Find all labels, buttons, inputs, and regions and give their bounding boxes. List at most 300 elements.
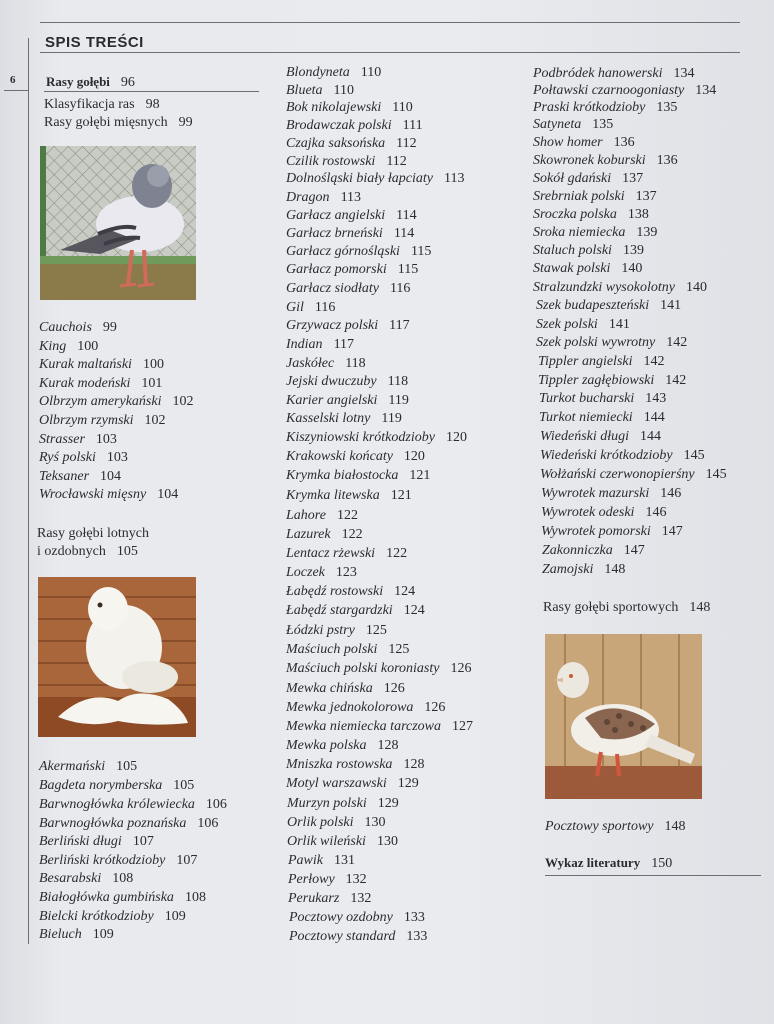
entry-title: Turkot niemiecki [539, 410, 633, 425]
entry-page: 141 [660, 298, 682, 313]
toc-entry[interactable] [39, 833, 154, 851]
entry-title: Wołżański czerwonopierśny [540, 467, 695, 482]
entry-page: 100 [77, 339, 99, 354]
entry-page: 144 [643, 410, 665, 425]
entry-title: Berliński długi [39, 834, 122, 849]
entry-page: 148 [664, 819, 686, 834]
toc-entry[interactable] [533, 224, 657, 242]
entry-title: Jaskółec [286, 356, 335, 371]
entry-title: Mewka polska [286, 738, 367, 753]
entry-title: Jejski dwuczuby [286, 374, 377, 389]
entry-page: 107 [132, 834, 154, 849]
toc-entry[interactable] [39, 852, 197, 870]
entry-title: Show homer [533, 135, 603, 150]
entry-title: Sroczka polska [533, 207, 617, 222]
toc-entry[interactable] [286, 545, 407, 563]
entry-page: 142 [666, 335, 688, 350]
entry-title: Klasyfikacja ras [44, 97, 135, 112]
toc-entry[interactable] [39, 486, 178, 504]
entry-page: 142 [643, 354, 665, 369]
entry-page: 110 [333, 83, 355, 98]
entry-page: 105 [116, 544, 138, 559]
toc-entry[interactable] [286, 189, 361, 207]
entry-title: Lentacz rżewski [286, 546, 376, 561]
entry-title: Praski krótkodzioby [533, 100, 646, 115]
toc-entry[interactable] [39, 468, 121, 486]
toc-entry[interactable] [289, 909, 425, 927]
toc-entry[interactable] [533, 152, 678, 170]
entry-page: 116 [389, 281, 411, 296]
entry-page: 118 [345, 356, 366, 371]
entry-page: 99 [102, 320, 117, 335]
toc-entry[interactable] [286, 602, 425, 620]
entry-title: Mewka jednokolorowa [286, 700, 414, 715]
entry-page: 122 [336, 508, 358, 523]
toc-entry[interactable] [540, 447, 705, 465]
toc-entry[interactable] [286, 756, 424, 774]
toc-entry[interactable] [540, 428, 661, 446]
entry-title: Łabędź stargardzki [286, 603, 393, 618]
entry-page: 137 [635, 189, 657, 204]
toc-entry[interactable] [39, 375, 162, 393]
entry-page: 129 [397, 776, 419, 791]
toc-entry[interactable] [539, 390, 666, 408]
toc-entry[interactable] [286, 410, 402, 428]
entry-title: Wywrotek odeski [541, 505, 635, 520]
entry-title: Rasy gołębi sportowych [543, 600, 679, 615]
entry-title: Strasser [39, 432, 85, 447]
entry-page: 133 [406, 929, 428, 944]
toc-entry[interactable] [533, 65, 694, 83]
entry-page: 129 [377, 796, 399, 811]
entry-title: Pocztowy standard [289, 929, 396, 944]
toc-entry[interactable] [286, 507, 358, 525]
entry-page: 121 [390, 488, 412, 503]
white-pigeon-photo [38, 577, 196, 737]
entry-page: 132 [350, 891, 372, 906]
entry-page: 128 [403, 757, 425, 772]
toc-entry[interactable] [533, 279, 707, 297]
page-title: SPIS TREŚCI [45, 34, 144, 51]
entry-title: Rasy gołębi [46, 74, 110, 89]
entry-page: 111 [402, 118, 423, 133]
entry-title: Murzyn polski [287, 796, 367, 811]
toc-entry[interactable] [286, 99, 413, 117]
entry-page: 136 [613, 135, 635, 150]
entry-page: 96 [120, 75, 135, 90]
toc-entry[interactable] [541, 485, 681, 503]
entry-page: 117 [333, 337, 355, 352]
entry-title: Bieluch [39, 927, 82, 942]
entry-title: Szek polski wywrotny [536, 335, 656, 350]
section-heading-rasy-golebi[interactable] [46, 73, 135, 92]
entry-title: Orlik wileński [287, 834, 366, 849]
entry-title: Wiedeński krótkodzioby [540, 448, 673, 463]
entry-title: Sokół gdański [533, 171, 612, 186]
toc-entry[interactable] [289, 928, 427, 946]
entry-page: 123 [335, 565, 357, 580]
entry-page: 125 [365, 623, 387, 638]
entry-page: 116 [314, 300, 336, 315]
entry-page: 146 [645, 505, 667, 520]
entry-title: Mewka chińska [286, 681, 373, 696]
entry-title: Połtawski czarnoogoniasty [533, 83, 685, 98]
entry-title: Indian [286, 337, 323, 352]
toc-entry[interactable] [39, 758, 137, 776]
entry-page: 109 [164, 909, 186, 924]
toc-entry[interactable] [39, 431, 117, 449]
toc-entry[interactable] [286, 82, 354, 100]
entry-page: 135 [656, 100, 678, 115]
entry-title: Kiszyniowski krótkodzioby [286, 430, 435, 445]
entry-title: Grzywacz polski [286, 318, 379, 333]
entry-title: Zamojski [542, 562, 594, 577]
entry-page: 147 [623, 543, 645, 558]
entry-title: Berliński krótkodzioby [39, 853, 166, 868]
entry-page: 102 [144, 413, 166, 428]
entry-page: 98 [145, 97, 160, 112]
entry-title: Wrocławski mięsny [39, 487, 147, 502]
entry-page: 148 [604, 562, 626, 577]
entry-page: 139 [622, 243, 644, 258]
entry-page: 118 [387, 374, 409, 389]
toc-entry[interactable] [39, 319, 117, 337]
toc-entry[interactable] [39, 412, 166, 430]
entry-page: 141 [608, 317, 630, 332]
entry-title: Łabędź rostowski [286, 584, 384, 599]
toc-entry[interactable] [287, 814, 386, 832]
toc-entry[interactable] [533, 206, 649, 224]
entry-title: Besarabski [39, 871, 102, 886]
toc-entry[interactable] [39, 449, 128, 467]
entry-page: 103 [106, 450, 128, 465]
entry-title: Kurak modeński [39, 376, 131, 391]
toc-entry[interactable] [286, 737, 398, 755]
toc-entry[interactable] [533, 260, 642, 278]
toc-entry[interactable] [39, 815, 218, 833]
entry-page: 140 [621, 261, 643, 276]
toc-entry[interactable] [286, 583, 415, 601]
entry-page: 127 [452, 719, 473, 734]
entry-page: 130 [364, 815, 386, 830]
entry-page: 139 [636, 225, 658, 240]
entry-title: Maściuch polski koroniasty [286, 661, 440, 676]
entry-page: 105 [116, 759, 138, 774]
toc-entry[interactable] [287, 833, 398, 851]
toc-entry[interactable] [545, 818, 686, 836]
entry-title: Orlik polski [287, 815, 354, 830]
toc-entry[interactable] [542, 561, 625, 579]
entry-title: Pocztowy sportowy [545, 819, 654, 834]
toc-entry[interactable] [286, 448, 425, 466]
entry-title: King [39, 339, 67, 354]
entry-title: Mniszka rostowska [286, 757, 393, 772]
entry-title: Sroka niemiecka [533, 225, 626, 240]
toc-entry[interactable] [39, 796, 227, 814]
entry-page: 104 [100, 469, 122, 484]
entry-page: 133 [403, 910, 425, 925]
toc-entry[interactable] [286, 153, 407, 171]
entry-title: Pocztowy ozdobny [289, 910, 393, 925]
entry-page: 146 [660, 486, 682, 501]
entry-title: Satyneta [533, 117, 582, 132]
section-heading-lotne[interactable] [37, 525, 149, 543]
entry-title: Barwnogłówka królewiecka [39, 797, 195, 812]
toc-entry[interactable] [39, 393, 193, 411]
entry-page: 135 [592, 117, 614, 132]
toc-entry[interactable] [286, 299, 335, 317]
entry-title: Krymka białostocka [286, 468, 399, 483]
entry-title: Wiedeński długi [540, 429, 630, 444]
entry-title: Bagdeta norymberska [39, 778, 163, 793]
toc-entry[interactable] [533, 99, 677, 117]
toc-entry[interactable] [540, 466, 727, 484]
toc-entry[interactable] [286, 355, 366, 373]
toc-entry[interactable] [44, 114, 193, 132]
entry-title: Lazurek [286, 527, 331, 542]
entry-title: Olbrzym amerykański [39, 394, 162, 409]
entry-title: Wywrotek mazurski [541, 486, 650, 501]
entry-title: Ryś polski [39, 450, 96, 465]
entry-title: Stawak polski [533, 261, 611, 276]
entry-page: 143 [645, 391, 667, 406]
entry-page: 132 [345, 872, 367, 887]
entry-title: Kasselski lotny [286, 411, 371, 426]
entry-title: Lahore [286, 508, 326, 523]
entry-title: Rasy gołębi mięsnych [44, 115, 168, 130]
entry-page: 107 [176, 853, 198, 868]
toc-entry[interactable] [539, 409, 665, 427]
entry-title: Garłacz angielski [286, 208, 386, 223]
entry-title: Loczek [286, 565, 325, 580]
entry-page: 128 [377, 738, 399, 753]
page-number: 6 [10, 74, 16, 86]
toc-entry[interactable] [39, 356, 164, 374]
toc-entry[interactable] [536, 297, 681, 315]
entry-page: 108 [184, 890, 206, 905]
entry-title: Wywrotek pomorski [541, 524, 651, 539]
toc-entry[interactable] [541, 504, 666, 522]
toc-entry[interactable] [286, 336, 354, 354]
toc-entry[interactable] [287, 795, 399, 813]
entry-title: Czajka saksońska [286, 136, 386, 151]
entry-page: 110 [392, 100, 413, 115]
header-rule-bottom [40, 52, 740, 53]
toc-entry[interactable] [533, 82, 716, 100]
entry-page: 131 [334, 853, 355, 868]
entry-title: Wykaz literatury [545, 855, 641, 870]
literature-entry[interactable] [545, 854, 672, 873]
entry-title: Białogłówka gumbińska [39, 890, 174, 905]
entry-title: Szek budapeszteński [536, 298, 650, 313]
entry-title: Podbródek hanowerski [533, 66, 663, 81]
toc-entry[interactable] [286, 526, 363, 544]
entry-title: Barwnogłówka poznańska [39, 816, 187, 831]
entry-page: 145 [705, 467, 727, 482]
toc-entry[interactable] [286, 699, 445, 717]
toc-entry[interactable] [44, 96, 160, 114]
entry-title: Krakowski końcaty [286, 449, 393, 464]
entry-title: Perukarz [288, 891, 340, 906]
entry-page: 134 [695, 83, 717, 98]
entry-title: Cauchois [39, 320, 92, 335]
section-rule [44, 91, 259, 92]
toc-entry[interactable] [286, 429, 467, 447]
entry-page: 119 [388, 393, 409, 408]
toc-entry[interactable] [538, 372, 686, 390]
entry-title: Maściuch polski [286, 642, 378, 657]
toc-entry[interactable] [39, 926, 114, 944]
toc-entry[interactable] [536, 334, 687, 352]
toc-entry[interactable] [286, 117, 423, 135]
entry-page: 148 [689, 600, 711, 615]
section-heading-lotne-line2[interactable] [37, 543, 138, 561]
toc-entry[interactable] [286, 775, 419, 793]
toc-entry[interactable] [286, 317, 410, 335]
entry-page: 126 [383, 681, 405, 696]
entry-page: 122 [386, 546, 408, 561]
entry-page: 99 [178, 115, 193, 130]
entry-title: Garłacz siodłaty [286, 281, 379, 296]
entry-page: 136 [656, 153, 678, 168]
entry-page: 140 [685, 280, 707, 295]
page-number-rule [4, 90, 28, 91]
toc-entry[interactable] [39, 777, 194, 795]
toc-entry[interactable] [286, 622, 387, 640]
entry-page: 124 [394, 584, 416, 599]
entry-title: Blondyneta [286, 65, 350, 80]
margin-rule [28, 38, 29, 944]
entry-title: Staluch polski [533, 243, 612, 258]
entry-page: 120 [445, 430, 467, 445]
toc-entry[interactable] [286, 660, 471, 678]
entry-page: 109 [92, 927, 114, 942]
entry-page: 125 [388, 642, 410, 657]
entry-page: 121 [409, 468, 431, 483]
toc-entry[interactable] [39, 870, 133, 888]
toc-entry[interactable] [286, 225, 414, 243]
section-heading-sportowe[interactable] [543, 599, 710, 617]
toc-entry[interactable] [533, 242, 644, 260]
entry-page: 122 [341, 527, 363, 542]
entry-page: 101 [141, 376, 163, 391]
toc-entry[interactable] [39, 889, 206, 907]
toc-entry[interactable] [286, 135, 417, 153]
entry-page: 106 [197, 816, 219, 831]
entry-title: Gil [286, 300, 304, 315]
entry-page: 117 [389, 318, 410, 333]
entry-title: Szek polski [536, 317, 598, 332]
toc-entry[interactable] [286, 243, 431, 261]
toc-entry[interactable] [533, 170, 643, 188]
entry-title: Turkot bucharski [539, 391, 635, 406]
entry-title: Perłowy [288, 872, 335, 887]
toc-entry[interactable] [533, 134, 635, 152]
toc-entry[interactable] [286, 564, 357, 582]
toc-entry[interactable] [288, 871, 367, 889]
entry-title: Rasy gołębi lotnych [37, 526, 149, 541]
toc-entry[interactable] [286, 641, 409, 659]
toc-entry[interactable] [542, 542, 645, 560]
entry-title: Motyl warszawski [286, 776, 387, 791]
entry-title: Brodawczak polski [286, 118, 392, 133]
entry-page: 114 [393, 226, 415, 241]
entry-title: Srebrniak polski [533, 189, 625, 204]
entry-page: 106 [205, 797, 227, 812]
toc-entry[interactable] [533, 188, 657, 206]
toc-entry[interactable] [288, 890, 371, 908]
entry-page: 134 [673, 66, 695, 81]
entry-page: 103 [95, 432, 117, 447]
entry-title: Dragon [286, 190, 330, 205]
toc-entry[interactable] [538, 353, 665, 371]
toc-entry[interactable] [286, 261, 418, 279]
toc-entry[interactable] [288, 852, 355, 870]
entry-title: Olbrzym rzymski [39, 413, 134, 428]
toc-entry[interactable] [286, 64, 381, 82]
toc-entry[interactable] [39, 338, 98, 356]
entry-page: 100 [142, 357, 164, 372]
entry-title: Blueta [286, 83, 323, 98]
entry-title: Czilik rostowski [286, 154, 376, 169]
entry-page: 113 [340, 190, 362, 205]
toc-entry[interactable] [541, 523, 683, 541]
entry-title: Skowronek koburski [533, 153, 646, 168]
entry-title: Tippler zagłębiowski [538, 373, 655, 388]
header-rule-top [40, 22, 740, 23]
entry-page: 137 [622, 171, 644, 186]
toc-entry[interactable] [286, 392, 409, 410]
entry-page: 130 [376, 834, 398, 849]
entry-title: Bielcki krótkodzioby [39, 909, 154, 924]
entry-page: 124 [403, 603, 425, 618]
entry-page: 126 [424, 700, 446, 715]
toc-entry[interactable] [286, 680, 405, 698]
entry-title: Dolnośląski biały łapciaty [286, 171, 433, 186]
grey-pigeon-photo [40, 146, 196, 300]
toc-entry[interactable] [286, 373, 408, 391]
entry-page: 138 [627, 207, 649, 222]
entry-title: Garłacz brneński [286, 226, 383, 241]
entry-title: Akermański [39, 759, 106, 774]
entry-page: 120 [403, 449, 425, 464]
toc-entry[interactable] [286, 170, 464, 188]
entry-page: 145 [683, 448, 705, 463]
entry-page: 112 [396, 136, 417, 151]
entry-page: 102 [172, 394, 194, 409]
entry-title: Pawik [288, 853, 323, 868]
entry-title: Mewka niemiecka tarczowa [286, 719, 441, 734]
entry-title: Teksaner [39, 469, 90, 484]
entry-page: 114 [396, 208, 417, 223]
entry-page: 119 [381, 411, 402, 426]
toc-entry[interactable] [286, 467, 430, 485]
entry-title: Garłacz pomorski [286, 262, 387, 277]
toc-entry[interactable] [39, 908, 186, 926]
toc-entry[interactable] [286, 487, 412, 505]
toc-entry[interactable] [533, 116, 613, 134]
entry-page: 105 [173, 778, 195, 793]
entry-title: Zakonniczka [542, 543, 613, 558]
entry-page: 144 [640, 429, 662, 444]
entry-page: 104 [157, 487, 179, 502]
toc-entry[interactable] [536, 316, 630, 334]
toc-entry[interactable] [286, 207, 417, 225]
toc-entry[interactable] [286, 280, 410, 298]
entry-title: Tippler angielski [538, 354, 633, 369]
entry-page: 142 [665, 373, 687, 388]
toc-entry[interactable] [286, 718, 473, 736]
